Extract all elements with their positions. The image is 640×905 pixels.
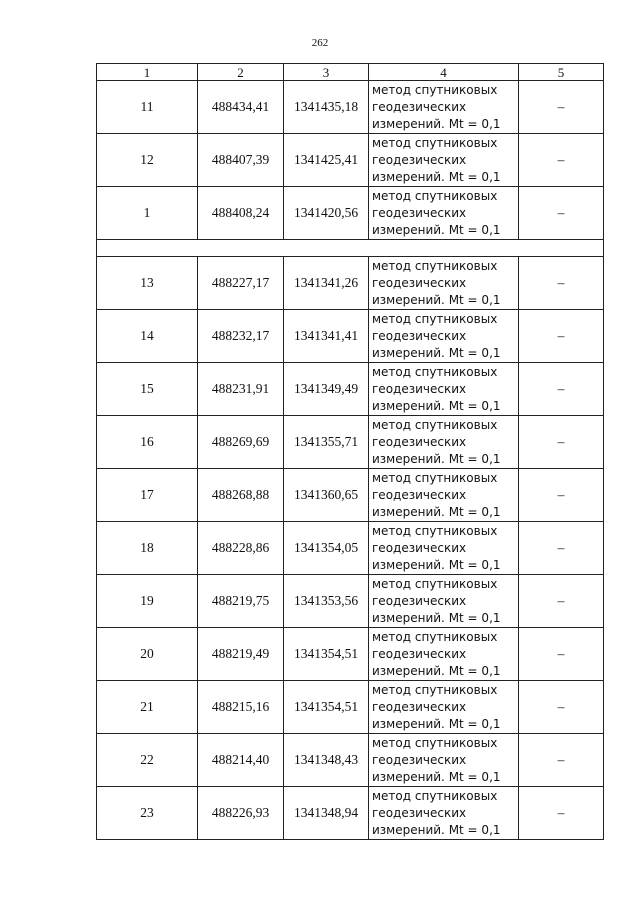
- y-coordinate-cell: 1341425,41: [284, 134, 369, 187]
- note-cell: –: [519, 628, 604, 681]
- note-cell: –: [519, 416, 604, 469]
- method-cell: метод спутниковых геодезических измерений. Mt = 0,1: [369, 416, 519, 469]
- table-row: [97, 628, 604, 681]
- x-coordinate-cell: 488231,91: [198, 363, 284, 416]
- table-row: [97, 363, 604, 416]
- point-number-cell: 20: [97, 628, 198, 681]
- method-cell: метод спутниковых геодезических измерений. Mt = 0,1: [369, 575, 519, 628]
- note-cell: –: [519, 469, 604, 522]
- point-number-cell: 17: [97, 469, 198, 522]
- note-cell: –: [519, 81, 604, 134]
- note-cell: –: [519, 363, 604, 416]
- note-cell: –: [519, 134, 604, 187]
- method-cell: метод спутниковых геодезических измерений. Mt = 0,1: [369, 787, 519, 840]
- method-cell: метод спутниковых геодезических измерений. Mt = 0,1: [369, 469, 519, 522]
- table-row: [97, 734, 604, 787]
- point-number-cell: 1: [97, 187, 198, 240]
- point-number-cell: 23: [97, 787, 198, 840]
- table-row: [97, 81, 604, 134]
- column-header: 2: [198, 64, 284, 81]
- table-row: [97, 310, 604, 363]
- table-row: [97, 134, 604, 187]
- x-coordinate-cell: 488407,39: [198, 134, 284, 187]
- x-coordinate-cell: 488226,93: [198, 787, 284, 840]
- point-number-cell: 12: [97, 134, 198, 187]
- y-coordinate-cell: 1341348,43: [284, 734, 369, 787]
- point-number-cell: 15: [97, 363, 198, 416]
- column-header: 5: [519, 64, 604, 81]
- x-coordinate-cell: 488269,69: [198, 416, 284, 469]
- method-cell: метод спутниковых геодезических измерений. Mt = 0,1: [369, 310, 519, 363]
- point-number-cell: 16: [97, 416, 198, 469]
- point-number-cell: 13: [97, 257, 198, 310]
- method-cell: метод спутниковых геодезических измерений. Mt = 0,1: [369, 134, 519, 187]
- table-row: [97, 416, 604, 469]
- method-cell: метод спутниковых геодезических измерений. Mt = 0,1: [369, 734, 519, 787]
- method-cell: метод спутниковых геодезических измерений. Mt = 0,1: [369, 628, 519, 681]
- coordinates-table: [96, 63, 604, 840]
- y-coordinate-cell: 1341353,56: [284, 575, 369, 628]
- note-cell: –: [519, 734, 604, 787]
- y-coordinate-cell: 1341354,51: [284, 681, 369, 734]
- table-row: [97, 787, 604, 840]
- y-coordinate-cell: 1341355,71: [284, 416, 369, 469]
- method-cell: метод спутниковых геодезических измерений. Mt = 0,1: [369, 187, 519, 240]
- column-header: 1: [97, 64, 198, 81]
- note-cell: –: [519, 787, 604, 840]
- x-coordinate-cell: 488434,41: [198, 81, 284, 134]
- point-number-cell: 11: [97, 81, 198, 134]
- note-cell: –: [519, 257, 604, 310]
- table-row: [97, 522, 604, 575]
- y-coordinate-cell: 1341341,26: [284, 257, 369, 310]
- note-cell: –: [519, 575, 604, 628]
- method-cell: метод спутниковых геодезических измерений. Mt = 0,1: [369, 81, 519, 134]
- y-coordinate-cell: 1341360,65: [284, 469, 369, 522]
- page-number: 262: [311, 37, 329, 49]
- method-cell: метод спутниковых геодезических измерений. Mt = 0,1: [369, 681, 519, 734]
- column-header: 4: [369, 64, 519, 81]
- method-cell: метод спутниковых геодезических измерений. Mt = 0,1: [369, 257, 519, 310]
- note-cell: –: [519, 310, 604, 363]
- x-coordinate-cell: 488219,75: [198, 575, 284, 628]
- note-cell: –: [519, 681, 604, 734]
- method-cell: метод спутниковых геодезических измерений. Mt = 0,1: [369, 522, 519, 575]
- x-coordinate-cell: 488228,86: [198, 522, 284, 575]
- x-coordinate-cell: 488219,49: [198, 628, 284, 681]
- x-coordinate-cell: 488268,88: [198, 469, 284, 522]
- point-number-cell: 19: [97, 575, 198, 628]
- y-coordinate-cell: 1341341,41: [284, 310, 369, 363]
- y-coordinate-cell: 1341354,51: [284, 628, 369, 681]
- note-cell: –: [519, 187, 604, 240]
- point-number-cell: 21: [97, 681, 198, 734]
- method-cell: метод спутниковых геодезических измерений. Mt = 0,1: [369, 363, 519, 416]
- table-header-row: [97, 64, 604, 81]
- point-number-cell: 14: [97, 310, 198, 363]
- table-row: [97, 469, 604, 522]
- y-coordinate-cell: 1341349,49: [284, 363, 369, 416]
- note-cell: –: [519, 522, 604, 575]
- x-coordinate-cell: 488215,16: [198, 681, 284, 734]
- y-coordinate-cell: 1341354,05: [284, 522, 369, 575]
- point-number-cell: 18: [97, 522, 198, 575]
- table-row: [97, 681, 604, 734]
- table-row: [97, 257, 604, 310]
- table-row: [97, 575, 604, 628]
- separator-cell: [97, 240, 604, 257]
- point-number-cell: 22: [97, 734, 198, 787]
- separator-row: [97, 240, 604, 257]
- table-row: [97, 187, 604, 240]
- y-coordinate-cell: 1341420,56: [284, 187, 369, 240]
- column-header: 3: [284, 64, 369, 81]
- y-coordinate-cell: 1341348,94: [284, 787, 369, 840]
- x-coordinate-cell: 488232,17: [198, 310, 284, 363]
- x-coordinate-cell: 488214,40: [198, 734, 284, 787]
- x-coordinate-cell: 488408,24: [198, 187, 284, 240]
- y-coordinate-cell: 1341435,18: [284, 81, 369, 134]
- x-coordinate-cell: 488227,17: [198, 257, 284, 310]
